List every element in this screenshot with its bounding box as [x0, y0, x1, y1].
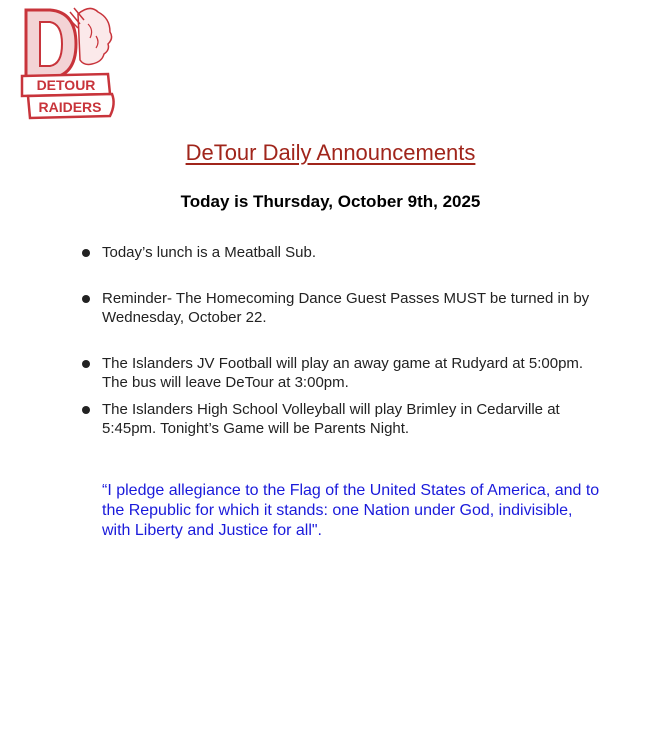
announcement-text: The Islanders High School Volleyball will play Brimley in Cedarville at 5:45pm. Tonight’s Game will be Parents Night.	[102, 401, 560, 437]
list-item	[80, 243, 600, 262]
svg-text:RAIDERS: RAIDERS	[38, 99, 102, 115]
announcement-text: Reminder- The Homecoming Dance Guest Passes MUST be turned in by Wednesday, October 22.	[102, 290, 590, 326]
pledge-of-allegiance: “I pledge allegiance to the Flag of the United States of America, and to the Republic for which it stands: one Nation under God, indivisible, with Liberty and Justice for all".	[102, 482, 600, 539]
bullet-icon	[82, 360, 90, 368]
detour-raiders-logo	[18, 4, 118, 122]
announcement-text: Today’s lunch is a Meatball Sub.	[102, 244, 317, 261]
announcement-list	[80, 243, 600, 438]
announcement-text: The Islanders JV Football will play an away game at Rudyard at 5:00pm. The bus will leave DeTour at 3:00pm.	[102, 355, 584, 391]
list-item	[80, 400, 600, 438]
list-item	[80, 354, 600, 392]
svg-text:DETOUR: DETOUR	[36, 77, 96, 93]
page-title: DeTour Daily Announcements	[185, 140, 476, 165]
bullet-icon	[82, 249, 90, 257]
bullet-icon	[82, 406, 90, 414]
date-heading: Today is Thursday, October 9th, 2025	[180, 192, 481, 211]
list-item	[80, 289, 600, 327]
bullet-icon	[82, 295, 90, 303]
